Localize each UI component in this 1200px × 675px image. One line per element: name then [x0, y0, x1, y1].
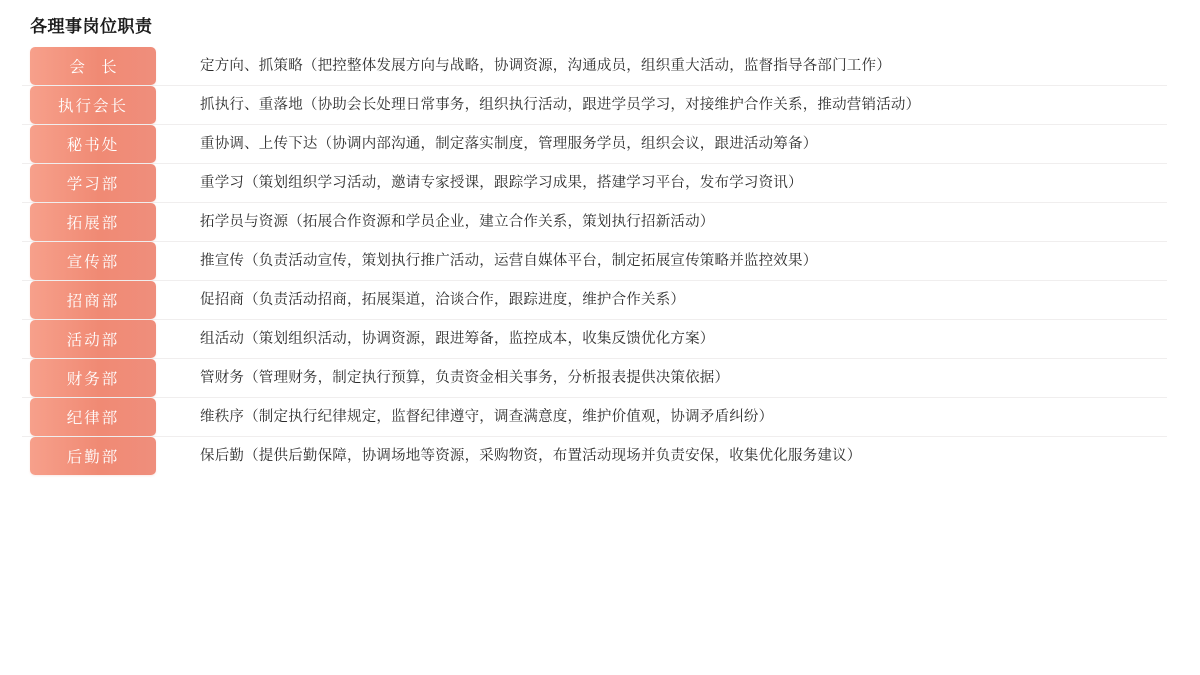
role-badge: 学习部 — [30, 164, 156, 202]
table-row — [22, 398, 1167, 437]
role-cell — [22, 437, 182, 476]
duty-text: 保后勤（提供后勤保障，协调场地等资源，采购物资，布置活动现场并负责安保，收集优化服务建议） — [200, 447, 862, 464]
role-badge: 会 长 — [30, 47, 156, 85]
table-row — [22, 164, 1167, 203]
duty-text: 拓学员与资源（拓展合作资源和学员企业，建立合作关系，策划执行招新活动） — [200, 213, 715, 230]
table-row — [22, 47, 1167, 86]
duty-table — [22, 47, 1167, 475]
role-badge: 财务部 — [30, 359, 156, 397]
role-badge: 拓展部 — [30, 203, 156, 241]
duty-text: 定方向、抓策略（把控整体发展方向与战略，协调资源，沟通成员，组织重大活动，监督指导各部门工作） — [200, 57, 891, 74]
duty-text: 维秩序（制定执行纪律规定，监督纪律遵守，调查满意度，维护价值观，协调矛盾纠纷） — [200, 408, 774, 425]
duty-text: 重协调、上传下达（协调内部沟通，制定落实制度，管理服务学员，组织会议，跟进活动筹备） — [200, 135, 818, 152]
role-badge: 秘书处 — [30, 125, 156, 163]
page-title: 各理事岗位职责 — [30, 17, 153, 36]
duty-text: 促招商（负责活动招商，拓展渠道，洽谈合作，跟踪进度，维护合作关系） — [200, 291, 686, 308]
table-row — [22, 86, 1167, 125]
duty-table-body — [22, 47, 1167, 475]
role-cell — [22, 320, 182, 359]
role-badge: 招商部 — [30, 281, 156, 319]
duty-text: 推宣传（负责活动宣传，策划执行推广活动，运营自媒体平台，制定拓展宣传策略并监控效果） — [200, 252, 818, 269]
role-cell — [22, 164, 182, 203]
table-row — [22, 437, 1167, 476]
duty-text: 管财务（管理财务，制定执行预算，负责资金相关事务，分析报表提供决策依据） — [200, 369, 730, 386]
role-badge: 纪律部 — [30, 398, 156, 436]
table-row — [22, 281, 1167, 320]
role-cell — [22, 398, 182, 437]
role-badge: 宣传部 — [30, 242, 156, 280]
role-cell — [22, 125, 182, 164]
role-cell — [22, 203, 182, 242]
role-cell — [22, 281, 182, 320]
duty-text: 组活动（策划组织活动，协调资源，跟进筹备，监控成本，收集反馈优化方案） — [200, 330, 715, 347]
table-row — [22, 320, 1167, 359]
duty-text: 抓执行、重落地（协助会长处理日常事务，组织执行活动，跟进学员学习，对接维护合作关系，推动营销活动） — [200, 96, 921, 113]
table-row — [22, 359, 1167, 398]
table-row — [22, 125, 1167, 164]
role-badge: 活动部 — [30, 320, 156, 358]
role-cell — [22, 47, 182, 86]
table-row — [22, 203, 1167, 242]
duty-text: 重学习（策划组织学习活动，邀请专家授课，跟踪学习成果，搭建学习平台，发布学习资讯） — [200, 174, 803, 191]
role-badge: 后勤部 — [30, 437, 156, 475]
table-row — [22, 242, 1167, 281]
role-cell — [22, 86, 182, 125]
role-badge: 执行会长 — [30, 86, 156, 124]
role-cell — [22, 242, 182, 281]
role-cell — [22, 359, 182, 398]
